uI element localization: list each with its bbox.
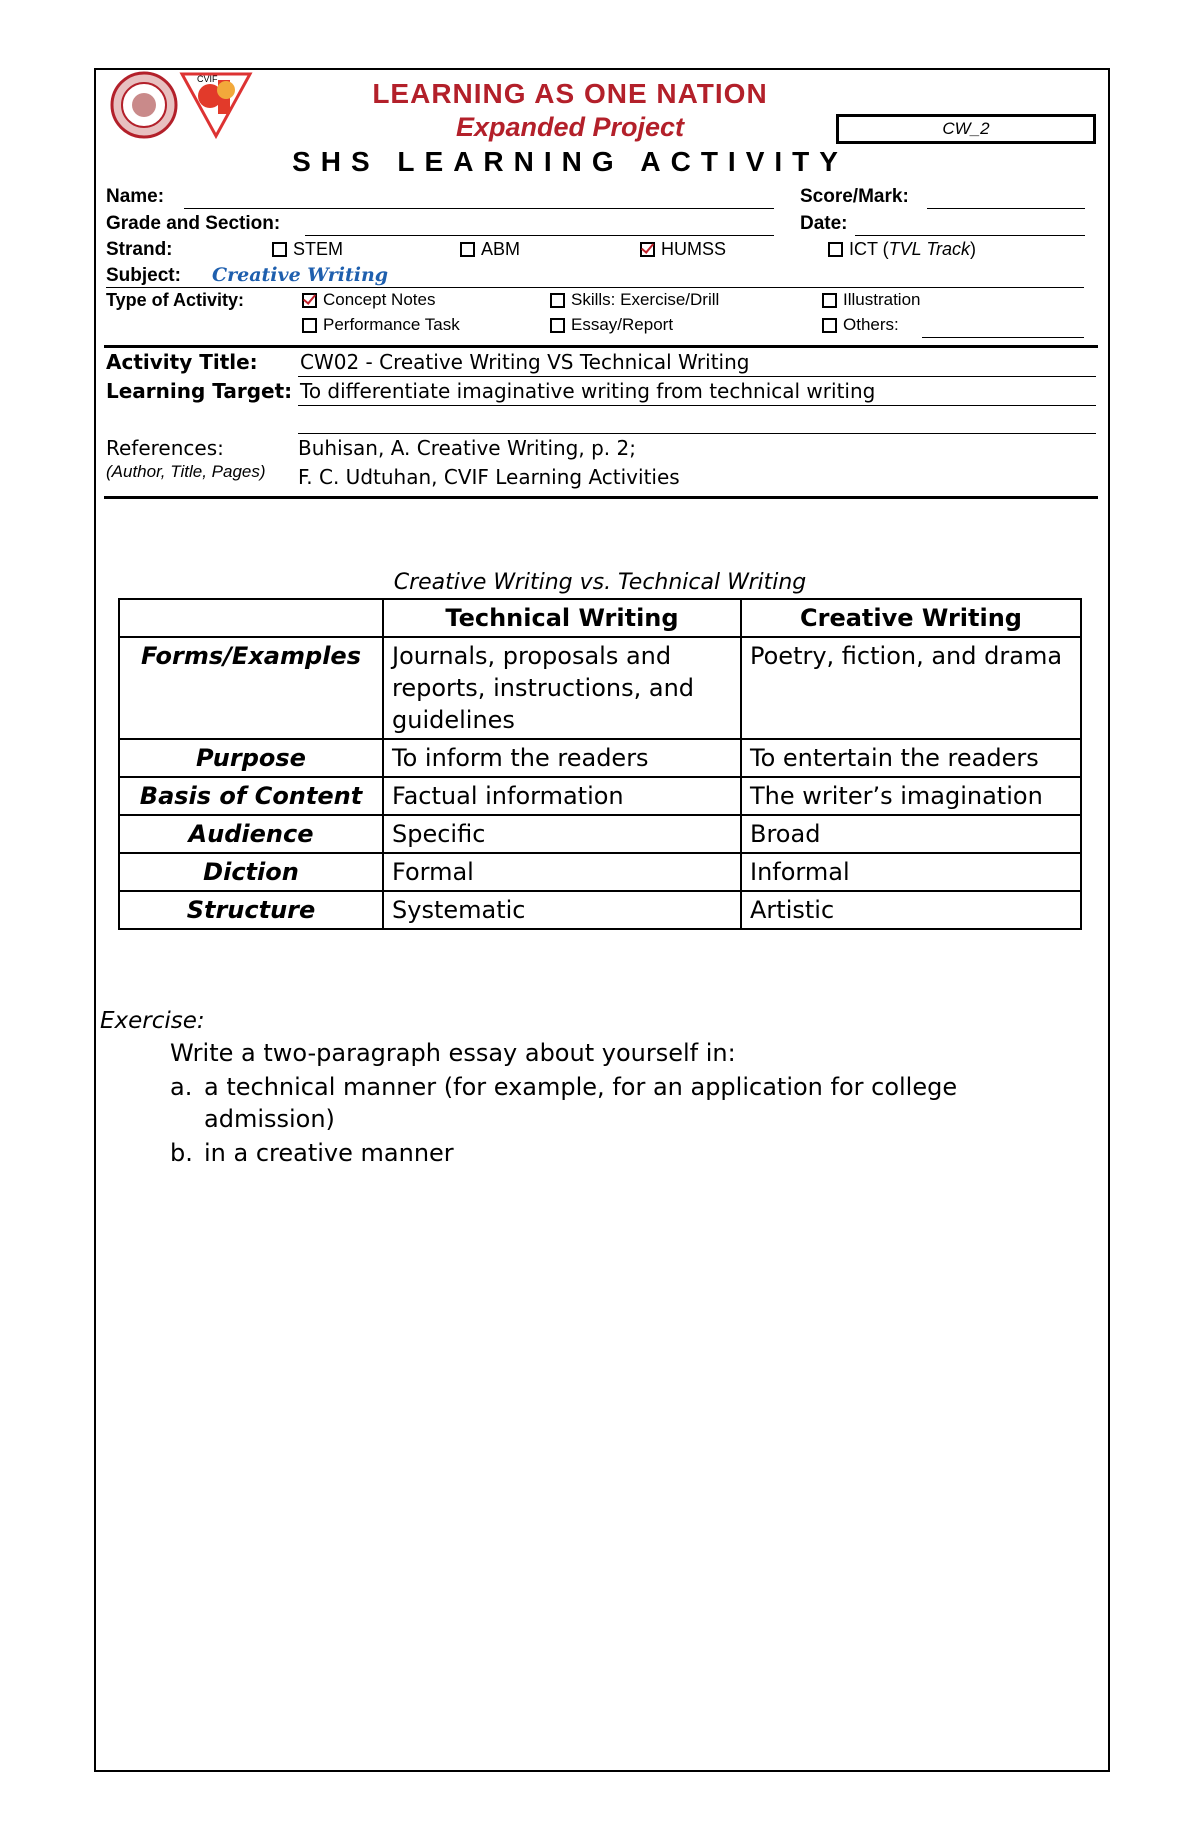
- row-label: Basis of Content: [119, 777, 383, 815]
- exercise-item-b-text: in a creative manner: [204, 1139, 454, 1167]
- technical-cell: Specific: [383, 815, 741, 853]
- table-row: [119, 739, 1081, 777]
- activity-title-label: Activity Title:: [106, 350, 258, 374]
- activity-code-box: CW_2: [836, 114, 1096, 144]
- table-row: [119, 637, 1081, 739]
- learning-target-underline: [298, 405, 1096, 406]
- table-row: [119, 777, 1081, 815]
- exercise-item-a-marker: a.: [170, 1073, 193, 1101]
- creative-cell: To entertain the readers: [741, 739, 1081, 777]
- learning-target-underline-2: [298, 433, 1096, 434]
- checkbox-icon: [828, 242, 843, 257]
- technical-cell: Journals, proposals and reports, instructions, and guidelines: [383, 637, 741, 739]
- table-row: [119, 891, 1081, 929]
- table-header-technical: Technical Writing: [383, 599, 741, 637]
- row-label: Audience: [119, 815, 383, 853]
- type-option-others[interactable]: Others:: [822, 315, 899, 335]
- score-field[interactable]: [927, 208, 1085, 209]
- header-logos: [110, 70, 260, 144]
- technical-cell: Systematic: [383, 891, 741, 929]
- checkbox-icon: [550, 318, 565, 333]
- checkbox-icon: [822, 293, 837, 308]
- checkbox-icon: [272, 242, 287, 257]
- name-field[interactable]: [184, 208, 774, 209]
- school-seal-logo: [110, 70, 260, 140]
- grade-section-field[interactable]: [305, 235, 774, 236]
- creative-cell: Artistic: [741, 891, 1081, 929]
- exercise-item-b-marker: b.: [170, 1139, 193, 1167]
- creative-cell: The writer’s imagination: [741, 777, 1081, 815]
- activity-title-value: CW02 - Creative Writing VS Technical Writing: [300, 350, 750, 374]
- creative-cell: Broad: [741, 815, 1081, 853]
- subject-underline: [106, 287, 1084, 288]
- checked-checkbox-icon: [302, 293, 317, 308]
- activity-heading: SHS LEARNING ACTIVITY: [292, 146, 848, 177]
- name-label: Name:: [106, 186, 165, 207]
- checkbox-icon: [822, 318, 837, 333]
- type-option-skills[interactable]: Skills: Exercise/Drill: [550, 290, 719, 310]
- strand-option-ict[interactable]: ICT (TVL Track): [828, 239, 976, 260]
- others-field[interactable]: [922, 337, 1084, 338]
- exercise-item-a-line-1: a technical manner (for example, for an application for college: [204, 1073, 958, 1101]
- activity-type-label: Type of Activity:: [106, 290, 245, 310]
- subject-label: Subject:: [106, 265, 181, 286]
- table-header-creative: Creative Writing: [741, 599, 1081, 637]
- type-option-essay-report[interactable]: Essay/Report: [550, 315, 673, 335]
- table-header-empty: [119, 599, 383, 637]
- subject-value: Creative Writing: [212, 264, 389, 286]
- row-label: Purpose: [119, 739, 383, 777]
- logo-text: CVIF: [197, 74, 218, 84]
- table-row: [119, 815, 1081, 853]
- score-label: Score/Mark:: [800, 186, 909, 207]
- row-label: Forms/Examples: [119, 637, 383, 739]
- row-label: Diction: [119, 853, 383, 891]
- checkbox-icon: [302, 318, 317, 333]
- section-divider: [104, 496, 1098, 499]
- references-line-1: Buhisan, A. Creative Writing, p. 2;: [298, 436, 636, 460]
- strand-option-humss[interactable]: HUMSS: [640, 239, 726, 260]
- exercise-item-a-line-2: admission): [204, 1105, 335, 1133]
- table-header-row: [119, 599, 1081, 637]
- table-caption: Creative Writing vs. Technical Writing: [393, 570, 807, 595]
- section-divider: [104, 345, 1098, 348]
- type-option-concept-notes[interactable]: Concept Notes: [302, 290, 435, 310]
- strand-label: Strand:: [106, 239, 173, 260]
- technical-cell: Factual information: [383, 777, 741, 815]
- strand-option-stem[interactable]: STEM: [272, 239, 343, 260]
- checkbox-icon: [550, 293, 565, 308]
- references-label: References:: [106, 436, 224, 460]
- row-label: Structure: [119, 891, 383, 929]
- date-label: Date:: [800, 213, 848, 234]
- grade-section-label: Grade and Section:: [106, 213, 281, 234]
- technical-cell: To inform the readers: [383, 739, 741, 777]
- header-subtitle: Expanded Project: [455, 112, 685, 142]
- date-field[interactable]: [855, 235, 1085, 236]
- creative-cell: Informal: [741, 853, 1081, 891]
- header-title: LEARNING AS ONE NATION: [372, 78, 768, 109]
- references-line-2: F. C. Udtuhan, CVIF Learning Activities: [298, 465, 680, 489]
- activity-title-underline: [298, 376, 1096, 377]
- type-option-illustration[interactable]: Illustration: [822, 290, 920, 310]
- table-row: [119, 853, 1081, 891]
- comparison-table: [118, 598, 1082, 930]
- learning-target-value: To differentiate imaginative writing from technical writing: [300, 379, 876, 403]
- checked-checkbox-icon: [640, 242, 655, 257]
- exercise-title: Exercise:: [100, 1008, 205, 1034]
- technical-cell: Formal: [383, 853, 741, 891]
- type-option-performance-task[interactable]: Performance Task: [302, 315, 460, 335]
- references-note: (Author, Title, Pages): [106, 462, 266, 481]
- checkbox-icon: [460, 242, 475, 257]
- creative-cell: Poetry, fiction, and drama: [741, 637, 1081, 739]
- strand-option-abm[interactable]: ABM: [460, 239, 520, 260]
- learning-target-label: Learning Target:: [106, 379, 293, 403]
- exercise-instruction: Write a two-paragraph essay about yourself in:: [170, 1039, 736, 1067]
